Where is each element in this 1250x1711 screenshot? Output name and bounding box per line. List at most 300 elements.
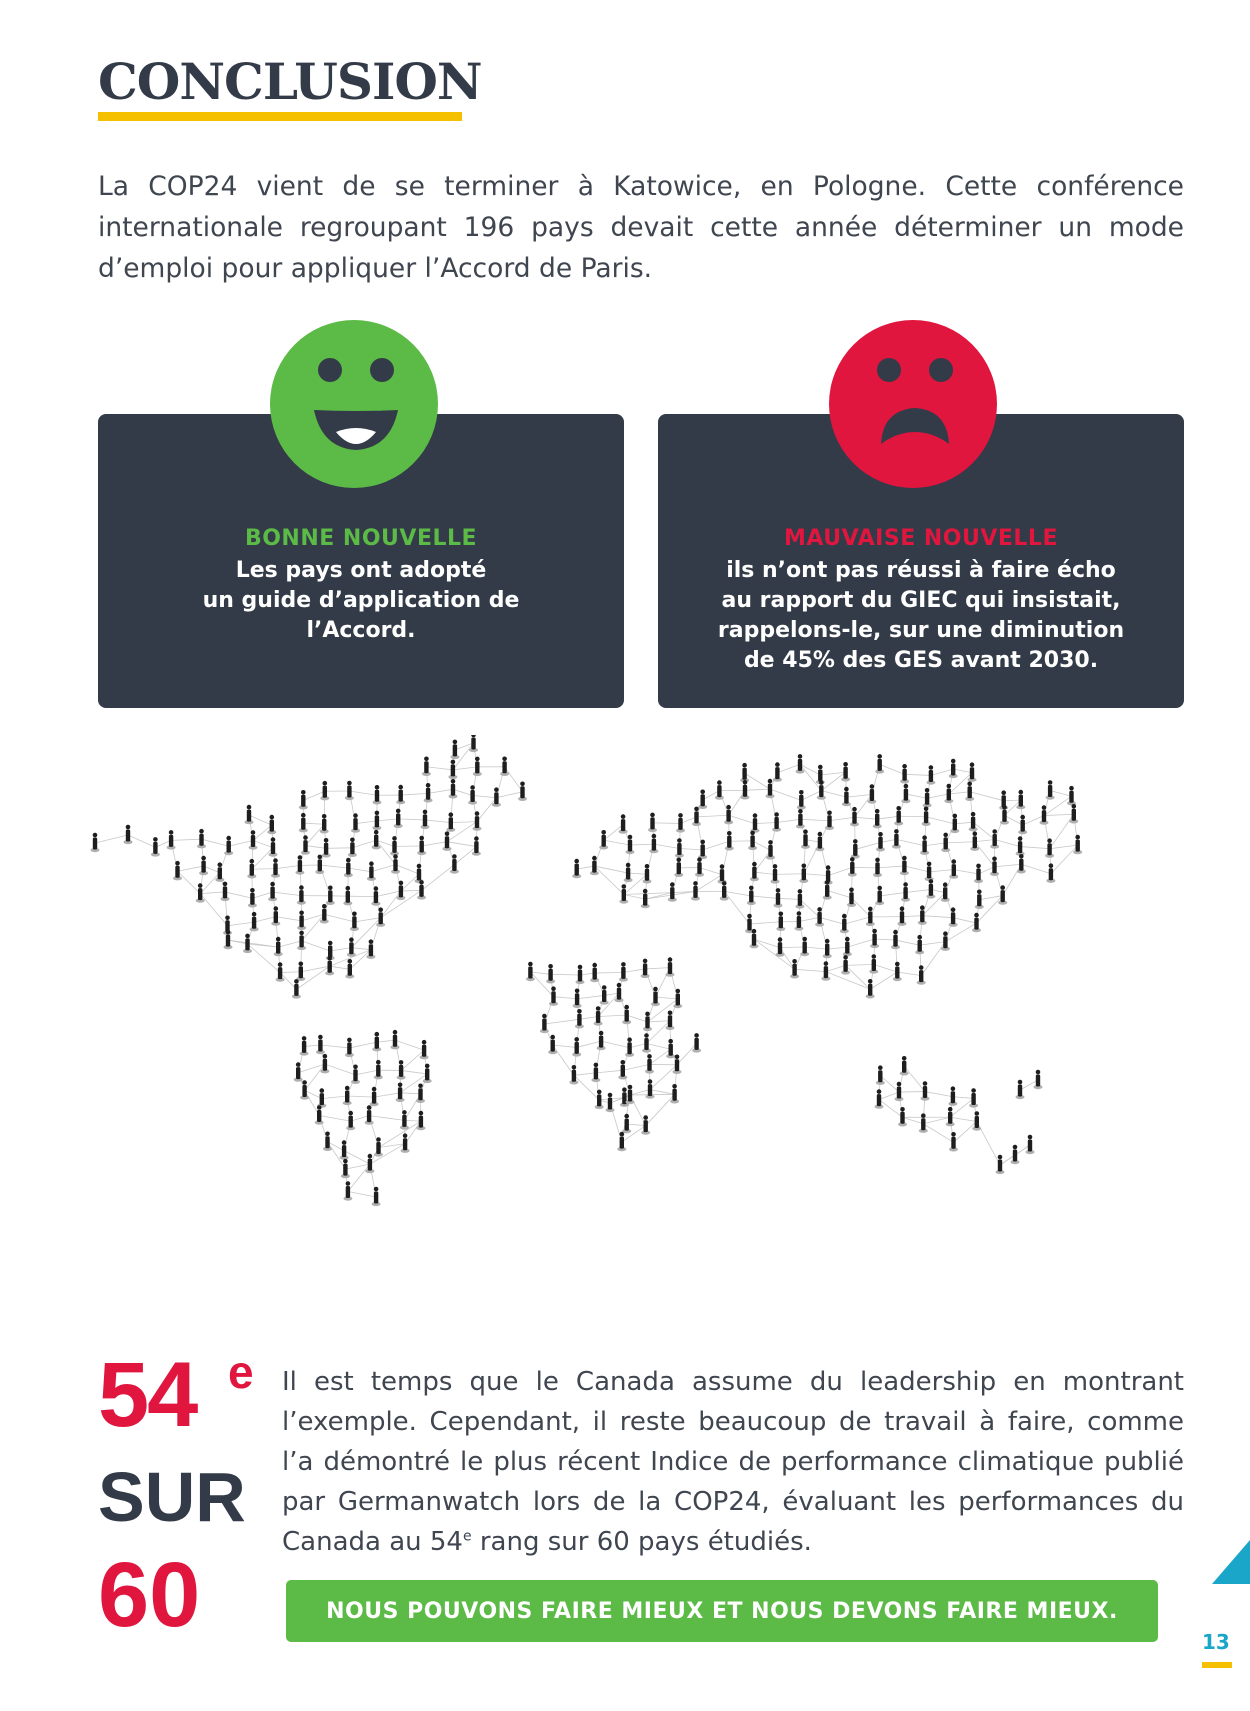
network-link	[854, 817, 877, 819]
network-link	[574, 1073, 596, 1075]
network-link	[724, 891, 751, 896]
network-link	[777, 819, 801, 822]
network-link	[453, 789, 473, 795]
person-icon	[416, 1084, 425, 1104]
person-icon	[692, 1033, 701, 1053]
bad-news-line: de 45% des GES avant 2030.	[743, 648, 1099, 673]
network-link	[800, 764, 820, 775]
person-icon	[391, 1030, 400, 1050]
person-icon	[676, 813, 685, 833]
corner-decoration	[1212, 1540, 1250, 1584]
person-icon	[615, 983, 624, 1003]
person-icon	[500, 757, 509, 777]
network-link	[821, 772, 845, 790]
network-link	[750, 922, 781, 924]
person-icon	[895, 1082, 904, 1102]
network-link	[1050, 814, 1074, 848]
body-paragraph	[282, 1362, 1184, 1562]
network-link	[401, 890, 422, 891]
network-link	[303, 823, 324, 824]
network-link	[829, 817, 854, 821]
network-link	[925, 843, 946, 846]
network-link	[377, 1040, 395, 1042]
person-icon	[668, 882, 677, 902]
person-icon	[875, 754, 884, 774]
network-link	[630, 844, 654, 845]
network-link	[320, 1045, 349, 1048]
network-link	[650, 1090, 675, 1095]
person-icon	[473, 757, 482, 777]
network-link	[579, 1016, 598, 1019]
network-link	[870, 972, 897, 989]
person-icon	[622, 1005, 631, 1025]
person-icon	[648, 813, 657, 833]
person-icon	[269, 837, 278, 857]
network-link	[854, 794, 871, 817]
person-icon	[796, 754, 805, 774]
network-link	[826, 965, 846, 971]
network-link	[428, 789, 453, 793]
network-link	[656, 997, 678, 999]
network-link	[950, 1117, 977, 1121]
network-link	[921, 942, 945, 976]
network-link	[627, 1124, 646, 1125]
page-title: CONCLUSION	[98, 52, 482, 111]
network-link	[598, 1015, 627, 1016]
network-link	[324, 914, 354, 922]
person-icon	[1018, 815, 1027, 835]
network-link	[254, 917, 276, 923]
rank-total: 60	[98, 1544, 201, 1646]
network-link	[955, 822, 973, 824]
network-link	[821, 791, 846, 797]
person-icon	[641, 959, 650, 979]
person-icon	[1016, 1080, 1025, 1100]
person-icon	[691, 881, 700, 901]
network-link	[577, 995, 604, 998]
network-link	[505, 767, 523, 792]
person-icon	[397, 1060, 406, 1080]
network-link	[1003, 864, 1022, 895]
network-link	[302, 914, 325, 921]
network-link	[304, 1045, 320, 1046]
network-link	[820, 772, 845, 775]
network-link	[1051, 845, 1078, 874]
person-icon	[549, 986, 558, 1006]
person-icon	[1017, 854, 1026, 874]
person-icon	[526, 962, 535, 982]
person-icon	[599, 830, 608, 850]
network-link	[927, 794, 949, 798]
person-icon	[998, 885, 1007, 905]
network-link	[724, 891, 749, 924]
person-icon	[374, 1060, 383, 1080]
person-icon	[396, 881, 405, 901]
person-icon	[1011, 1145, 1020, 1165]
person-icon	[297, 931, 306, 951]
world-map-people-network-icon	[90, 735, 1190, 1335]
good-news-line: Les pays ont adopté	[235, 558, 487, 583]
person-icon	[396, 1083, 405, 1103]
network-link	[229, 841, 253, 847]
network-link	[775, 874, 804, 875]
title-underline	[98, 112, 462, 121]
network-link	[252, 869, 276, 870]
person-icon	[901, 784, 910, 804]
network-link	[280, 972, 301, 973]
person-icon	[949, 759, 958, 779]
network-link	[325, 1064, 356, 1075]
network-link	[356, 1070, 379, 1075]
person-icon	[801, 829, 810, 849]
network-link	[594, 866, 623, 894]
network-link	[624, 894, 645, 899]
network-link	[630, 1095, 646, 1126]
network-link	[904, 866, 929, 872]
network-link	[695, 875, 722, 892]
network-link	[846, 965, 871, 989]
network-link	[395, 1040, 424, 1050]
person-icon	[416, 1111, 425, 1131]
bad-news-text	[678, 556, 1164, 676]
network-link	[696, 815, 728, 817]
network-link	[249, 815, 272, 825]
network-link	[946, 842, 975, 843]
network-link	[356, 821, 377, 824]
person-icon	[199, 856, 208, 876]
network-link	[846, 794, 871, 797]
network-link	[902, 916, 922, 917]
network-link	[895, 940, 919, 945]
person-icon	[869, 954, 878, 974]
person-icon	[292, 979, 301, 999]
network-link	[305, 824, 324, 845]
network-link	[905, 774, 931, 775]
person-icon	[401, 1133, 410, 1153]
person-icon	[316, 1035, 325, 1055]
person-icon	[946, 1107, 955, 1127]
network-link	[879, 1100, 903, 1118]
network-link	[1004, 800, 1021, 801]
network-link	[422, 842, 447, 846]
person-icon	[221, 882, 230, 902]
person-icon	[965, 782, 974, 802]
network-link	[755, 823, 777, 824]
person-icon	[949, 1132, 958, 1152]
person-icon	[619, 814, 628, 834]
network-link	[400, 1093, 420, 1094]
network-link	[1021, 864, 1051, 873]
network-link	[878, 866, 905, 868]
person-icon	[797, 790, 806, 810]
network-link	[252, 848, 273, 870]
person-icon	[996, 1155, 1005, 1175]
person-icon	[918, 905, 927, 925]
network-link	[374, 1093, 400, 1097]
network-link	[171, 839, 201, 840]
person-icon	[390, 836, 399, 856]
person-icon	[1046, 780, 1055, 800]
person-icon	[340, 1140, 349, 1160]
network-link	[595, 972, 624, 973]
network-link	[896, 839, 924, 845]
person-icon	[345, 781, 354, 801]
person-icon	[391, 854, 400, 874]
network-link	[473, 796, 497, 798]
network-link	[300, 865, 320, 866]
person-icon	[421, 810, 430, 830]
page-number: 13	[1202, 1630, 1230, 1654]
good-news-line: l’Accord.	[306, 618, 416, 643]
person-icon	[343, 1181, 352, 1201]
network-link	[800, 899, 820, 917]
person-icon	[898, 1107, 907, 1127]
network-link	[302, 941, 331, 951]
page-number-underline	[1202, 1662, 1232, 1668]
network-link	[799, 917, 820, 921]
person-icon	[645, 1054, 654, 1074]
network-link	[623, 1064, 650, 1070]
intro-paragraph: La COP24 vient de se terminer à Katowice, en Pologne. Cette conférence internationale regroupant 196 pays devait cette année déterminer un mode d’emploi pour appliquer l’Accord de Paris.	[98, 171, 1184, 284]
network-link	[178, 871, 201, 893]
person-icon	[271, 906, 280, 926]
person-icon	[773, 762, 782, 782]
network-link	[447, 842, 476, 847]
network-link	[630, 1090, 650, 1095]
network-link	[330, 948, 351, 951]
network-link	[351, 1116, 369, 1122]
person-icon	[267, 815, 276, 835]
network-link	[454, 847, 476, 865]
network-link	[800, 819, 829, 820]
person-icon	[867, 784, 876, 804]
network-link	[923, 1124, 953, 1143]
person-icon	[245, 805, 254, 825]
network-link	[594, 866, 628, 873]
network-link	[804, 874, 828, 876]
person-icon	[796, 809, 805, 829]
network-link	[95, 835, 128, 843]
network-link	[778, 898, 800, 899]
network-link	[949, 792, 970, 794]
network-link	[931, 769, 953, 775]
person-icon	[926, 879, 935, 899]
network-link	[646, 1094, 675, 1125]
person-icon	[450, 854, 459, 874]
good-news-heading: BONNE NOUVELLE	[244, 526, 478, 551]
network-link	[553, 997, 577, 999]
network-link	[322, 1096, 347, 1099]
network-link	[577, 866, 595, 869]
network-link	[451, 822, 477, 823]
network-link	[920, 942, 946, 946]
call-to-action-banner: NOUS POUVONS FAIRE MIEUX ET NOUS DEVONS FAIRE MIEUX.	[286, 1580, 1158, 1642]
person-icon	[295, 855, 304, 875]
network-link	[904, 1066, 925, 1091]
person-icon	[473, 811, 482, 831]
network-link	[623, 969, 645, 972]
rank-suffix: e	[228, 1346, 254, 1398]
network-link	[379, 1121, 421, 1147]
network-link	[377, 819, 398, 821]
person-icon	[649, 834, 658, 854]
network-link	[405, 1121, 421, 1144]
network-link	[754, 872, 775, 874]
person-icon	[320, 904, 329, 924]
network-link	[326, 848, 352, 849]
good-news-text	[118, 556, 604, 646]
person-icon	[870, 929, 879, 949]
person-icon	[449, 779, 458, 799]
network-link	[530, 972, 550, 974]
network-link	[677, 1043, 697, 1064]
bad-news-line: ils n’ont pas réussi à faire écho	[726, 558, 1116, 583]
person-icon	[949, 859, 958, 879]
network-link	[398, 819, 425, 820]
network-link	[754, 850, 770, 872]
person-icon	[376, 907, 385, 927]
person-icon	[622, 1114, 631, 1134]
person-icon	[748, 831, 757, 851]
person-icon	[518, 782, 527, 802]
network-link	[496, 792, 522, 798]
person-icon	[720, 881, 729, 901]
person-icon	[740, 763, 749, 783]
person-icon	[365, 1154, 374, 1174]
person-icon	[1016, 790, 1025, 810]
network-link	[653, 823, 681, 824]
network-link	[645, 968, 670, 969]
person-icon	[617, 1132, 626, 1152]
network-link	[601, 1041, 630, 1048]
network-link	[826, 972, 870, 990]
person-icon	[894, 806, 903, 826]
network-link	[897, 972, 921, 976]
person-icon	[1073, 835, 1082, 855]
person-icon	[900, 856, 909, 876]
person-icon	[848, 857, 857, 877]
person-icon	[619, 884, 628, 904]
network-link	[401, 1070, 427, 1074]
person-icon	[1034, 1070, 1043, 1090]
person-icon	[969, 812, 978, 832]
network-link	[970, 792, 1004, 801]
network-link	[875, 939, 896, 940]
person-icon	[642, 1033, 651, 1053]
person-icon	[299, 813, 308, 833]
network-link	[953, 1097, 974, 1099]
network-link	[227, 922, 254, 926]
person-icon	[320, 781, 329, 801]
person-icon	[643, 1012, 652, 1032]
person-icon	[124, 825, 133, 845]
network-link	[551, 974, 580, 975]
person-icon	[875, 1089, 884, 1109]
person-icon	[841, 955, 850, 975]
network-link	[200, 873, 220, 894]
network-link	[954, 1121, 977, 1142]
person-icon	[893, 962, 902, 982]
network-link	[795, 969, 826, 971]
network-link	[553, 1045, 574, 1075]
person-icon	[776, 912, 785, 932]
person-icon	[941, 931, 950, 951]
person-icon	[590, 963, 599, 983]
network-link	[646, 1043, 670, 1049]
network-link	[846, 965, 874, 966]
network-link	[925, 1092, 953, 1097]
rank-number: 54	[98, 1344, 197, 1446]
network-link	[426, 767, 452, 770]
network-link	[729, 790, 745, 815]
person-icon	[666, 1011, 675, 1031]
network-link	[628, 873, 647, 874]
happy-face-icon	[270, 320, 438, 488]
network-link	[770, 789, 801, 800]
network-link	[404, 1094, 420, 1121]
person-icon	[320, 1054, 329, 1074]
network-link	[899, 816, 926, 817]
person-icon	[799, 864, 808, 884]
network-link	[906, 794, 927, 798]
person-icon	[750, 862, 759, 882]
network-link	[305, 846, 326, 849]
network-link	[348, 1191, 376, 1196]
network-link	[404, 1120, 420, 1121]
network-link	[453, 767, 477, 770]
network-link	[252, 892, 272, 898]
network-link	[745, 789, 770, 790]
person-icon	[1046, 863, 1055, 883]
person-icon	[247, 859, 256, 879]
person-icon	[420, 1040, 429, 1060]
network-link	[751, 896, 778, 898]
network-link	[401, 1050, 424, 1070]
network-link	[975, 840, 995, 842]
person-icon	[674, 858, 683, 878]
network-link	[679, 848, 702, 849]
person-icon	[249, 830, 258, 850]
person-icon	[597, 1031, 606, 1051]
person-icon	[1069, 804, 1078, 824]
network-link	[319, 1116, 350, 1122]
network-link	[278, 941, 301, 947]
network-link	[276, 917, 302, 921]
network-link	[877, 816, 899, 819]
network-link	[1020, 847, 1049, 849]
network-link	[178, 866, 204, 871]
network-link	[276, 865, 300, 868]
network-link	[953, 918, 976, 923]
network-link	[654, 844, 680, 848]
person-icon	[299, 790, 308, 810]
person-icon	[892, 829, 901, 849]
network-link	[225, 892, 252, 898]
bad-news-line: rappelons-le, sur une diminution	[717, 618, 1125, 643]
network-link	[922, 916, 953, 918]
person-icon	[394, 809, 403, 829]
network-link	[200, 892, 225, 894]
rank-sur: SUR	[98, 1458, 246, 1536]
person-icon	[866, 979, 875, 999]
person-icon	[590, 856, 599, 876]
person-icon	[695, 857, 704, 877]
sad-face-icon	[829, 320, 997, 488]
person-icon	[215, 862, 224, 882]
network-link	[754, 939, 795, 969]
person-icon	[468, 785, 477, 805]
person-icon	[900, 764, 909, 784]
